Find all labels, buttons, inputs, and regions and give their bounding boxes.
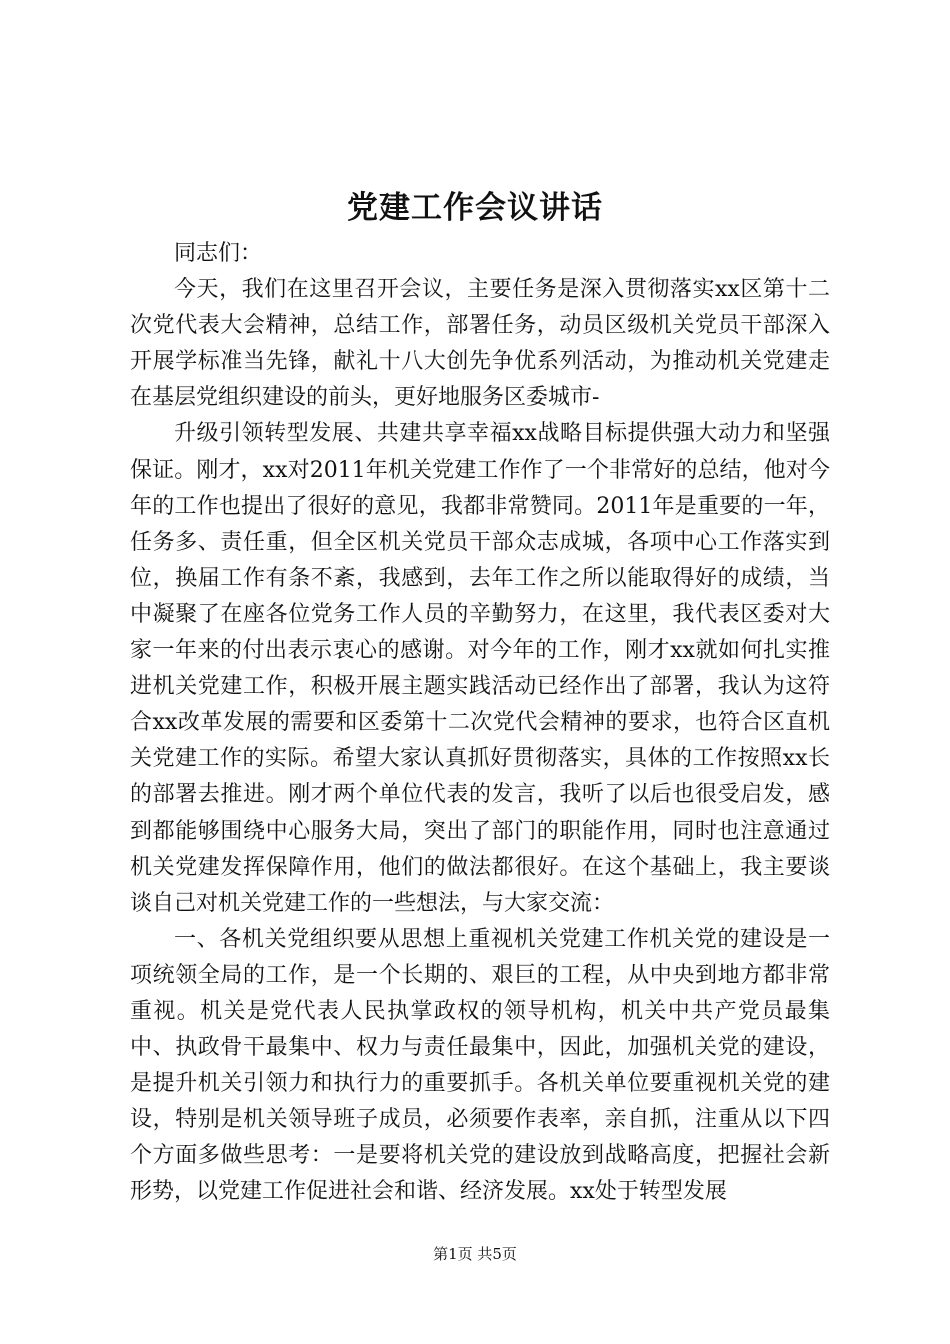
body-paragraph: 一、各机关党组织要从思想上重视机关党建工作机关党的建设是一项统领全局的工作，是一个长期的、艰巨的工程，从中央到地方都非常重视。机关是党代表人民执掌政权的领导机构，机关中共产党员最集中、执政骨干最集中、权力与责任最集中，因此，加强机关党的建设，是提升机关引领力和执行力的重要抓手。各机关单位要重视机关党的建设，特别是机关领导班子成员，必须要作表率，亲自抓，注重从以下四个方面多做些思考：一是要将机关党的建设放到战略高度，把握社会新形势，以党建工作促进社会和谐、经济发展。xx处于转型发展 [130,926,830,1205]
body-paragraph: 升级引领转型发展、共建共享幸福xx战略目标提供强大动力和坚强保证。刚才，xx对2011年机关党建工作作了一个非常好的总结，他对今年的工作也提出了很好的意见，我都非常赞同。2011年是重要的一年，任务多、责任重，但全区机关党员干部众志成城，各项中心工作落实到位，换届工作有条不紊，我感到，去年工作之所以能取得好的成绩，当中凝聚了在座各位党务工作人员的辛勤努力，在这里，我代表区委对大家一年来的付出表示衷心的感谢。对今年的工作，刚才xx就如何扎实推进机关党建工作，积极开展主题实践活动已经作出了部署，我认为这符合xx改革发展的需要和区委第十二次党代会精神的要求，也符合区直机关党建工作的实际。希望大家认真抓好贯彻落实，具体的工作按照xx长的部署去推进。刚才两个单位代表的发言，我听了以后也很受启发，感到都能够围绕中心服务大局，突出了部门的职能作用，同时也注意通过机关党建发挥保障作用，他们的做法都很好。在这个基础上，我主要谈谈自己对机关党建工作的一些想法，与大家交流： [130,421,830,916]
document-title: 党建工作会议讲话 [347,190,603,226]
page-number-footer: 第1页 共5页 [433,1245,517,1263]
document-body [130,236,830,1211]
body-paragraph: 今天，我们在这里召开会议，主要任务是深入贯彻落实xx区第十二次党代表大会精神，总结工作，部署任务，动员区级机关党员干部深入开展学标准当先锋，献礼十八大创先争优系列活动，为推动机关党建走在基层党组织建设的前头，更好地服务区委城市- [130,277,830,411]
salutation-paragraph: 同志们： [174,241,263,266]
